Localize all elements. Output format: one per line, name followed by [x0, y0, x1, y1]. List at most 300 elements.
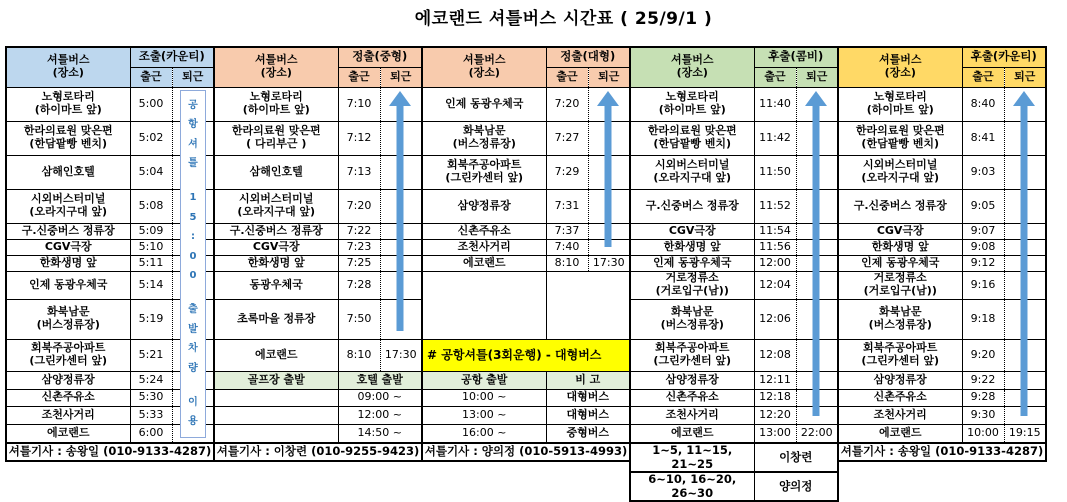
return-time	[1004, 389, 1046, 406]
stop-name: 노형로타리 (하이마트 앞)	[214, 87, 338, 121]
depart-time: 9:16	[962, 271, 1004, 299]
return-time	[172, 424, 214, 443]
return-time	[588, 239, 630, 255]
group-header-row	[838, 47, 1046, 67]
stop-name: 삼해인호텔	[214, 155, 338, 189]
depart-time: 12:20	[754, 406, 796, 424]
return-time	[796, 155, 838, 189]
wide-row	[422, 406, 630, 424]
schedule-type-header: 후출(카운티)	[962, 47, 1046, 67]
stop-row	[214, 121, 422, 155]
wide-row	[214, 406, 422, 424]
stop-name: 노형로타리 (하이마트 앞)	[630, 87, 754, 121]
return-time	[796, 189, 838, 223]
depart-time: 5:09	[130, 223, 172, 239]
stop-name: 구.신중버스 정류장	[214, 223, 338, 239]
stop-row	[6, 255, 214, 271]
return-time	[588, 87, 630, 121]
stop-name: 삼양정류장	[630, 371, 754, 389]
return-header: 퇴근	[796, 67, 838, 87]
depart-time: 9:03	[962, 155, 1004, 189]
stop-name: 삼양정류장	[422, 189, 546, 223]
section-right-header: 호텔 출발	[338, 371, 422, 389]
stop-row	[6, 424, 214, 443]
note-char: :	[191, 231, 195, 243]
stop-row	[6, 155, 214, 189]
footer-row	[630, 443, 838, 472]
note-char: 셔	[188, 138, 198, 150]
return-time	[380, 239, 422, 255]
depart-time: 11:56	[754, 239, 796, 255]
footer-row	[838, 443, 1046, 461]
timetable-jungchul-large	[421, 46, 631, 462]
stop-row	[630, 371, 838, 389]
section-left-header: 공항 출발	[422, 371, 546, 389]
note-char: 이	[188, 396, 198, 408]
depart-time: 7:37	[546, 223, 588, 239]
depart-time: 12:06	[754, 299, 796, 339]
stop-name: 구.신중버스 정류장	[838, 189, 962, 223]
stop-row	[838, 371, 1046, 389]
depart-time: 12:00	[754, 255, 796, 271]
return-time: 19:15	[1004, 424, 1046, 443]
group-jochul-county	[5, 46, 215, 462]
depart-time: 11:40	[754, 87, 796, 121]
return-time	[172, 406, 214, 424]
return-time	[172, 339, 214, 371]
return-time	[588, 155, 630, 189]
depart-time: 13:00	[754, 424, 796, 443]
depart-time: 5:19	[130, 299, 172, 339]
depart-time: 7:50	[338, 299, 380, 339]
return-time	[172, 299, 214, 339]
stop-row	[838, 189, 1046, 223]
depart-time: 9:07	[962, 223, 1004, 239]
return-time	[380, 121, 422, 155]
stop-row	[6, 339, 214, 371]
depart-time: 12:11	[754, 371, 796, 389]
return-time	[796, 389, 838, 406]
return-time	[172, 389, 214, 406]
station-header: 셔틀버스 (장소)	[6, 47, 130, 87]
group-jungchul-medium	[213, 46, 423, 462]
stop-name: 조천사거리	[838, 406, 962, 424]
stop-name: 에코랜드	[630, 424, 754, 443]
stop-row	[422, 155, 630, 189]
footer-row	[6, 443, 214, 461]
note-char: 1	[189, 192, 197, 204]
airport-shuttle-banner: # 공항셔틀(3회운행) - 대형버스	[422, 339, 630, 371]
slot-value: 09:00 ~	[338, 389, 422, 406]
return-header: 퇴근	[588, 67, 630, 87]
return-time	[172, 255, 214, 271]
depart-time: 9:08	[962, 239, 1004, 255]
return-time	[796, 239, 838, 255]
stop-row	[6, 299, 214, 339]
stop-name: 한화생명 앞	[838, 239, 962, 255]
return-time	[1004, 299, 1046, 339]
note-char: 용	[188, 416, 198, 428]
stop-row	[630, 406, 838, 424]
return-time	[1004, 121, 1046, 155]
slot-value: 대형버스	[546, 406, 630, 424]
stop-row	[6, 223, 214, 239]
group-header-row	[422, 47, 630, 67]
slot-left	[214, 406, 338, 424]
stop-row	[6, 271, 214, 299]
stop-name: 한화생명 앞	[214, 255, 338, 271]
wide-row	[214, 424, 422, 443]
stop-row	[838, 389, 1046, 406]
return-time	[380, 155, 422, 189]
stop-name: 삼양정류장	[6, 371, 130, 389]
depart-time: 8:10	[546, 255, 588, 271]
return-time: 22:00	[796, 424, 838, 443]
section-left-header: 골프장 출발	[214, 371, 338, 389]
stop-name: 한라의료원 맞은편 ( 다리부근 )	[214, 121, 338, 155]
group-huchul-combi	[629, 46, 839, 502]
group-header-row	[6, 47, 214, 67]
depart-time: 7:40	[546, 239, 588, 255]
stop-row	[422, 255, 630, 271]
depart-time: 8:10	[338, 339, 380, 371]
stop-row	[214, 255, 422, 271]
return-header: 퇴근	[172, 67, 214, 87]
stop-row	[630, 389, 838, 406]
stop-name: 조천사거리	[422, 239, 546, 255]
return-time	[796, 299, 838, 339]
group-jungchul-large	[421, 46, 631, 462]
depart-time: 11:42	[754, 121, 796, 155]
return-time	[172, 239, 214, 255]
stop-row	[214, 239, 422, 255]
stop-row	[6, 389, 214, 406]
stop-name: 회북주공아파트 (그린카센터 앞)	[630, 339, 754, 371]
stop-name: 시외버스터미널 (오라지구대 앞)	[838, 155, 962, 189]
stop-name: 삼해인호텔	[6, 155, 130, 189]
empty-time-cell	[546, 271, 630, 339]
stop-row	[630, 239, 838, 255]
stop-name: 한화생명 앞	[630, 239, 754, 255]
stop-name: 인제 동광우체국	[6, 271, 130, 299]
group-huchul-county	[837, 46, 1047, 462]
sec-row	[214, 371, 422, 389]
return-time	[172, 271, 214, 299]
stop-name: 신촌주유소	[422, 223, 546, 239]
footer-row	[422, 443, 630, 461]
banner-row	[422, 339, 630, 371]
footer-right: 이창련	[754, 443, 838, 472]
station-header: 셔틀버스 (장소)	[838, 47, 962, 87]
wide-row	[422, 424, 630, 443]
slot-value: 14:50 ~	[338, 424, 422, 443]
depart-time: 7:27	[546, 121, 588, 155]
note-char: 5	[189, 211, 197, 223]
depart-time: 9:22	[962, 371, 1004, 389]
slot-left: 13:00 ~	[422, 406, 546, 424]
return-time	[1004, 87, 1046, 121]
stop-name: 거로정류소 (거로입구(남))	[630, 271, 754, 299]
depart-time: 7:12	[338, 121, 380, 155]
timetable-jungchul-medium	[213, 46, 423, 462]
stop-name: 신촌주유소	[630, 389, 754, 406]
stop-row	[422, 239, 630, 255]
return-time	[1004, 155, 1046, 189]
depart-time: 9:05	[962, 189, 1004, 223]
empty-place-cell	[422, 271, 546, 339]
slot-left: 16:00 ~	[422, 424, 546, 443]
depart-time: 5:14	[130, 271, 172, 299]
stop-name: 거로정류소 (거로입구(남))	[838, 271, 962, 299]
stop-name: 화북남문 (버스정류장)	[422, 121, 546, 155]
footer-row	[214, 443, 422, 461]
driver-footer: 셔틀기사 : 송왕일 (010-9133-4287)	[838, 443, 1046, 461]
return-time	[796, 271, 838, 299]
depart-time: 7:25	[338, 255, 380, 271]
depart-time: 5:21	[130, 339, 172, 371]
depart-time: 7:28	[338, 271, 380, 299]
return-time	[796, 87, 838, 121]
return-time	[1004, 271, 1046, 299]
slot-left: 10:00 ~	[422, 389, 546, 406]
stop-name: 한라의료원 맞은편 (한담팥빵 벤치)	[838, 121, 962, 155]
timetable-jochul-county	[5, 46, 215, 462]
return-time	[380, 255, 422, 271]
note-char: 발	[188, 323, 198, 335]
stop-row	[214, 155, 422, 189]
return-time	[796, 223, 838, 239]
driver-footer: 셔틀기사 : 양의정 (010-5913-4993)	[422, 443, 630, 461]
return-time	[172, 223, 214, 239]
stop-row	[6, 239, 214, 255]
stop-row	[838, 155, 1046, 189]
group-header-row	[214, 47, 422, 67]
slot-left	[214, 424, 338, 443]
depart-time: 12:04	[754, 271, 796, 299]
stop-row	[6, 121, 214, 155]
stop-name: 한라의료원 맞은편 (한담팥빵 벤치)	[6, 121, 130, 155]
stop-name: 동광우체국	[214, 271, 338, 299]
stop-row	[214, 271, 422, 299]
return-time	[1004, 255, 1046, 271]
stop-row	[214, 339, 422, 371]
note-char: 공	[188, 99, 198, 111]
depart-time: 7:22	[338, 223, 380, 239]
stop-row	[838, 271, 1046, 299]
stop-name: 화북남문 (버스정류장)	[6, 299, 130, 339]
return-header: 퇴근	[1004, 67, 1046, 87]
wide-row	[422, 389, 630, 406]
stop-row	[214, 87, 422, 121]
stop-row	[630, 271, 838, 299]
stop-row	[838, 299, 1046, 339]
return-time	[380, 299, 422, 339]
depart-header: 출근	[546, 67, 588, 87]
return-time	[796, 339, 838, 371]
stop-row	[422, 223, 630, 239]
stop-name: 시외버스터미널 (오라지구대 앞)	[214, 189, 338, 223]
stop-name: 시외버스터미널 (오라지구대 앞)	[630, 155, 754, 189]
note-char: 차	[188, 343, 198, 355]
stop-row	[214, 299, 422, 339]
depart-time: 8:41	[962, 121, 1004, 155]
stop-row	[630, 155, 838, 189]
stop-row	[422, 121, 630, 155]
return-time	[172, 121, 214, 155]
depart-time: 5:08	[130, 189, 172, 223]
schedule-type-header: 정출(대형)	[546, 47, 630, 67]
return-time	[588, 223, 630, 239]
stop-row	[838, 339, 1046, 371]
depart-time: 7:13	[338, 155, 380, 189]
stop-name: 회북주공아파트 (그린카센터 앞)	[838, 339, 962, 371]
footer-row	[630, 472, 838, 501]
stop-row	[838, 424, 1046, 443]
depart-time: 5:00	[130, 87, 172, 121]
stop-row	[6, 371, 214, 389]
depart-time: 7:31	[546, 189, 588, 223]
stop-name: 화북남문 (버스정류장)	[630, 299, 754, 339]
section-right-header: 비 고	[546, 371, 630, 389]
depart-time: 11:54	[754, 223, 796, 239]
timetable-huchul-county	[837, 46, 1047, 462]
timetable-groups	[5, 46, 1047, 502]
sec-row	[422, 371, 630, 389]
stop-name: 구.신중버스 정류장	[6, 223, 130, 239]
stop-row	[6, 87, 214, 121]
depart-time: 5:02	[130, 121, 172, 155]
stop-row	[630, 189, 838, 223]
depart-time: 5:11	[130, 255, 172, 271]
stop-name: 에코랜드	[422, 255, 546, 271]
stop-name: 회북주공아파트 (그린카센터 앞)	[6, 339, 130, 371]
stop-row	[838, 87, 1046, 121]
stop-name: 한라의료원 맞은편 (한담팥빵 벤치)	[630, 121, 754, 155]
slot-value: 12:00 ~	[338, 406, 422, 424]
stop-row	[630, 223, 838, 239]
stop-row	[838, 255, 1046, 271]
slot-value: 대형버스	[546, 389, 630, 406]
slot-left	[214, 389, 338, 406]
stop-name: 회북주공아파트 (그린카센터 앞)	[422, 155, 546, 189]
stop-name: CGV극장	[214, 239, 338, 255]
stop-name: 화북남문 (버스정류장)	[838, 299, 962, 339]
stop-row	[630, 299, 838, 339]
depart-header: 출근	[962, 67, 1004, 87]
depart-time: 5:24	[130, 371, 172, 389]
return-time	[1004, 339, 1046, 371]
stop-row	[214, 223, 422, 239]
return-time	[796, 406, 838, 424]
depart-time: 5:04	[130, 155, 172, 189]
depart-header: 출근	[754, 67, 796, 87]
return-time	[588, 121, 630, 155]
note-char: 틀	[188, 158, 198, 170]
stop-row	[422, 87, 630, 121]
stop-name: 한화생명 앞	[6, 255, 130, 271]
stop-name: 신촌주유소	[6, 389, 130, 406]
station-header: 셔틀버스 (장소)	[630, 47, 754, 87]
return-time	[172, 189, 214, 223]
depart-time: 7:10	[338, 87, 380, 121]
return-time	[1004, 239, 1046, 255]
return-time	[796, 255, 838, 271]
return-time	[380, 271, 422, 299]
return-time	[588, 189, 630, 223]
depart-time: 11:52	[754, 189, 796, 223]
depart-time: 5:33	[130, 406, 172, 424]
return-time	[1004, 223, 1046, 239]
depart-time: 7:23	[338, 239, 380, 255]
group-header-row	[630, 47, 838, 67]
return-time: 17:30	[588, 255, 630, 271]
stop-row	[6, 189, 214, 223]
stop-row	[630, 121, 838, 155]
driver-footer: 셔틀기사 : 송왕일 (010-9133-4287)	[6, 443, 214, 461]
stop-name: 구.신중버스 정류장	[630, 189, 754, 223]
stop-row	[630, 255, 838, 271]
slot-value: 중형버스	[546, 424, 630, 443]
stop-row	[838, 223, 1046, 239]
note-char: 항	[188, 119, 198, 131]
stop-name: 신촌주유소	[838, 389, 962, 406]
depart-time: 12:18	[754, 389, 796, 406]
stop-name: 에코랜드	[838, 424, 962, 443]
stop-row	[630, 87, 838, 121]
station-header: 셔틀버스 (장소)	[422, 47, 546, 87]
stop-name: 인제 동광우체국	[838, 255, 962, 271]
stop-row	[838, 239, 1046, 255]
depart-header: 출근	[338, 67, 380, 87]
depart-time: 5:10	[130, 239, 172, 255]
stop-name: 삼양정류장	[838, 371, 962, 389]
schedule-type-header: 후출(콤비)	[754, 47, 838, 67]
stop-name: 노형로타리 (하이마트 앞)	[6, 87, 130, 121]
return-time	[380, 87, 422, 121]
driver-footer: 셔틀기사 : 이창련 (010-9255-9423)	[214, 443, 422, 461]
depart-time: 8:40	[962, 87, 1004, 121]
station-header: 셔틀버스 (장소)	[214, 47, 338, 87]
footer-left: 6~10, 16~20, 26~30	[630, 472, 754, 501]
note-char: 출	[188, 304, 198, 316]
return-time	[172, 371, 214, 389]
stop-name: CGV극장	[6, 239, 130, 255]
depart-time: 9:28	[962, 389, 1004, 406]
depart-time: 9:20	[962, 339, 1004, 371]
return-time	[172, 87, 214, 121]
depart-time: 5:30	[130, 389, 172, 406]
stop-row	[630, 424, 838, 443]
return-time	[796, 371, 838, 389]
depart-time: 11:50	[754, 155, 796, 189]
depart-time: 7:20	[546, 87, 588, 121]
depart-time: 9:12	[962, 255, 1004, 271]
depart-header: 출근	[130, 67, 172, 87]
return-time	[796, 121, 838, 155]
note-char: 0	[189, 270, 197, 282]
depart-time: 12:08	[754, 339, 796, 371]
depart-time: 9:18	[962, 299, 1004, 339]
return-time	[380, 189, 422, 223]
return-header: 퇴근	[380, 67, 422, 87]
depart-time: 7:20	[338, 189, 380, 223]
stop-name: 조천사거리	[6, 406, 130, 424]
stop-row	[214, 189, 422, 223]
note-char: 량	[188, 362, 198, 374]
stop-name: 에코랜드	[6, 424, 130, 443]
stop-row	[6, 406, 214, 424]
return-time: 17:30	[380, 339, 422, 371]
